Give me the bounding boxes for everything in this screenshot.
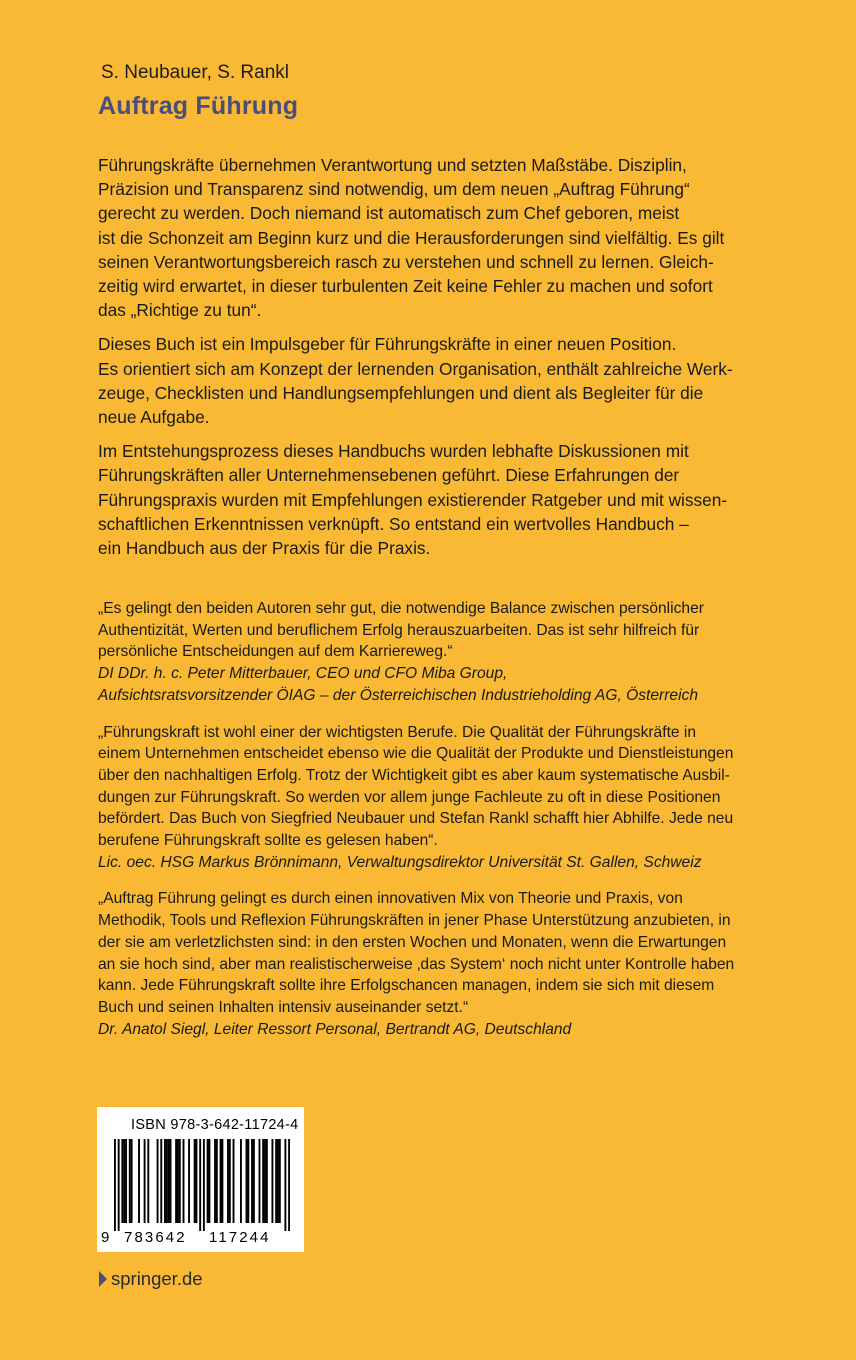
barcode-bar-13 [166, 1139, 168, 1223]
barcode-bar-5 [129, 1139, 131, 1223]
barcode-bar-2 [121, 1139, 123, 1223]
barcode-bar-48 [288, 1139, 290, 1231]
barcode-bar-7 [138, 1139, 140, 1223]
barcode-bar-19 [183, 1139, 185, 1223]
text-line: Lic. oec. HSG Markus Brönnimann, Verwaltungsdirektor Universität St. Gallen, Schweiz [98, 853, 702, 871]
barcode-bar-36 [247, 1139, 249, 1223]
barcode-bar-20 [188, 1139, 190, 1223]
text-line: Es orientiert sich am Konzept der lernenden Organisation, enthält zahlreiche Werk- [98, 358, 733, 379]
publisher-link-text: springer.de [111, 1268, 203, 1289]
barcode-bar-10 [157, 1139, 159, 1223]
barcode-bar-31 [227, 1139, 229, 1223]
blurb-text [98, 153, 738, 570]
text-line: kann. Jede Führungskraft sollte ihre Erfolgschancen managen, indem sie sich mit diesem [98, 977, 715, 995]
text-line: über den nachhaltigen Erfolg. Trotz der Wichtigkeit gibt es aber kaum systematische Ausbil- [98, 766, 730, 784]
text-line: dungen zur Führungskraft. So werden vor allem junge Fachleute zu oft in diese Positionen [98, 788, 721, 806]
text-line: seinen Verantwortungsbereich rasch zu verstehen und schnell zu lernen. Gleich- [98, 251, 714, 272]
barcode-bar-42 [266, 1139, 268, 1223]
barcode-bar-38 [253, 1139, 255, 1223]
barcode-digits-right: 117244 [209, 1229, 271, 1246]
isbn-label: ISBN 978-3-642-11724-4 [131, 1117, 299, 1133]
barcode-bar-40 [262, 1139, 264, 1223]
text-line: Buch und seinen Inhalten intensiv auseinander setzt.“ [98, 998, 469, 1016]
barcode-bar-27 [214, 1139, 216, 1223]
quote-attribution [98, 663, 748, 706]
barcode-bar-3 [123, 1139, 125, 1223]
chevron-right-icon [99, 1271, 107, 1287]
text-line: Führungskräften aller Unternehmensebenen geführt. Diese Erfahrungen der [98, 465, 680, 486]
barcode-bar-1 [118, 1139, 120, 1231]
text-line: befördert. Das Buch von Siegfried Neubauer und Stefan Rankl schafft hier Abhilfe. Jede neu [98, 810, 734, 828]
barcode-bar-47 [284, 1139, 286, 1231]
barcode-bar-4 [125, 1139, 127, 1223]
text-line: ein Handbuch aus der Praxis für die Praxis. [98, 538, 431, 559]
barcode-bar-14 [168, 1139, 170, 1223]
testimonial [98, 888, 748, 1040]
author-names: S. Neubauer, S. Rankl [101, 62, 289, 83]
barcode-bar-18 [179, 1139, 181, 1223]
text-line: Präzision und Transparenz sind notwendig, um dem neuen „Auftrag Führung“ [98, 179, 690, 200]
barcode-digit-first: 9 [101, 1229, 112, 1246]
quote-attribution [98, 1019, 748, 1041]
text-line: berufene Führungskraft sollte es gelesen haben“. [98, 832, 438, 850]
barcode-bar-24 [203, 1139, 205, 1231]
barcode-bar-17 [177, 1139, 179, 1223]
blurb-paragraph [98, 332, 738, 429]
blurb-paragraph [98, 153, 738, 322]
quote-text [98, 598, 748, 663]
barcode-bar-9 [147, 1139, 149, 1223]
barcode-bar-0 [114, 1139, 116, 1231]
barcode-bar-28 [216, 1139, 218, 1223]
publisher-link[interactable] [99, 1268, 203, 1290]
text-line: „Führungskraft ist wohl einer der wichtigsten Berufe. Die Qualität der Führungskräfte in [98, 723, 697, 741]
text-line: gerecht zu werden. Doch niemand ist automatisch zum Chef geboren, meist [98, 203, 680, 224]
barcode-bar-30 [221, 1139, 223, 1223]
barcode-bar-46 [279, 1139, 281, 1223]
text-line: der sie am verletzlichsten sind: in den ersten Wochen und Monaten, wenn die Erwartungen [98, 933, 727, 951]
barcode-bar-22 [196, 1139, 198, 1223]
text-line: „Es gelingt den beiden Autoren sehr gut, die notwendige Balance zwischen persönlicher [98, 600, 704, 617]
barcode-bar-21 [194, 1139, 196, 1223]
text-line: DI DDr. h. c. Peter Mitterbauer, CEO und CFO Miba Group, [98, 665, 508, 683]
barcode-bar-11 [160, 1139, 162, 1223]
text-line: ist die Schonzeit am Beginn kurz und die Herausforderungen sind vielfältig. Es gilt [98, 227, 725, 248]
barcode-bar-35 [246, 1139, 248, 1223]
text-line: Authentizität, Werten und beruflichem Erfolg herauszuarbeiten. Das ist sehr hilfreich für [98, 621, 700, 639]
testimonial [98, 598, 748, 707]
barcode-bar-29 [220, 1139, 222, 1223]
barcode-bar-43 [271, 1139, 273, 1223]
barcode-bar-39 [259, 1139, 261, 1223]
text-line: schaftlichen Erkenntnissen verknüpft. So entstand ein wertvolles Handbuch – [98, 513, 689, 534]
isbn-barcode [97, 1107, 304, 1252]
text-line: neue Aufgabe. [98, 407, 210, 428]
text-line: persönliche Entscheidungen auf dem Karriereweg.“ [98, 643, 453, 661]
barcode-bar-23 [199, 1139, 201, 1231]
barcode-bar-6 [131, 1139, 133, 1223]
barcode-bar-41 [264, 1139, 266, 1223]
testimonials [98, 598, 748, 1055]
barcode-bars [114, 1139, 290, 1231]
text-line: Im Entstehungsprozess dieses Handbuchs wurden lebhafte Diskussionen mit [98, 441, 689, 462]
book-title: Auftrag Führung [98, 92, 299, 120]
barcode-digits-left: 783642 [124, 1229, 187, 1246]
text-line: das „Richtige zu tun“. [98, 300, 262, 321]
text-line: Methodik, Tools und Reflexion Führungskräften in jener Phase Unterstützung anzubieten, in [98, 912, 731, 930]
text-line: Dr. Anatol Siegl, Leiter Ressort Personal, Bertrandt AG, Deutschland [98, 1020, 572, 1038]
blurb-paragraph [98, 439, 738, 560]
text-line: Aufsichtsratsvorsitzender ÖIAG – der Österreichischen Industrieholding AG, Österreich [98, 686, 699, 704]
quote-attribution [98, 852, 748, 874]
barcode-bar-26 [208, 1139, 210, 1223]
barcode-bar-15 [170, 1139, 172, 1223]
text-line: einem Unternehmen entscheidet ebenso wie die Qualität der Produkte und Dienstleistungen [98, 745, 734, 763]
barcode-bar-44 [275, 1139, 277, 1223]
barcode-bar-32 [229, 1139, 231, 1223]
barcode-bar-25 [207, 1139, 209, 1223]
barcode-bar-8 [144, 1139, 146, 1223]
text-line: zeuge, Checklisten und Handlungsempfehlungen und dient als Begleiter für die [98, 382, 704, 403]
text-line: Führungspraxis wurden mit Empfehlungen existierender Ratgeber und mit wissen- [98, 489, 728, 510]
text-line: zeitig wird erwartet, in dieser turbulenten Zeit keine Fehler zu machen und sofort [98, 276, 713, 297]
barcode-bar-34 [240, 1139, 242, 1223]
barcode-bar-45 [277, 1139, 279, 1223]
barcode-bar-16 [175, 1139, 177, 1223]
testimonial [98, 722, 748, 874]
barcode-bar-33 [233, 1139, 235, 1223]
text-line: Führungskräfte übernehmen Verantwortung und setzten Maßstäbe. Disziplin, [98, 155, 687, 175]
text-line: Dieses Buch ist ein Impulsgeber für Führungskräfte in einer neuen Position. [98, 334, 677, 355]
barcode-bar-12 [164, 1139, 166, 1223]
quote-text [98, 722, 748, 852]
quote-text [98, 888, 748, 1018]
barcode-bar-37 [251, 1139, 253, 1223]
text-line: „Auftrag Führung gelingt es durch einen innovativen Mix von Theorie und Praxis, von [98, 890, 683, 908]
text-line: an sie hoch sind, aber man realistischerweise ‚das System‘ noch nicht unter Kontrolle haben [98, 955, 735, 973]
